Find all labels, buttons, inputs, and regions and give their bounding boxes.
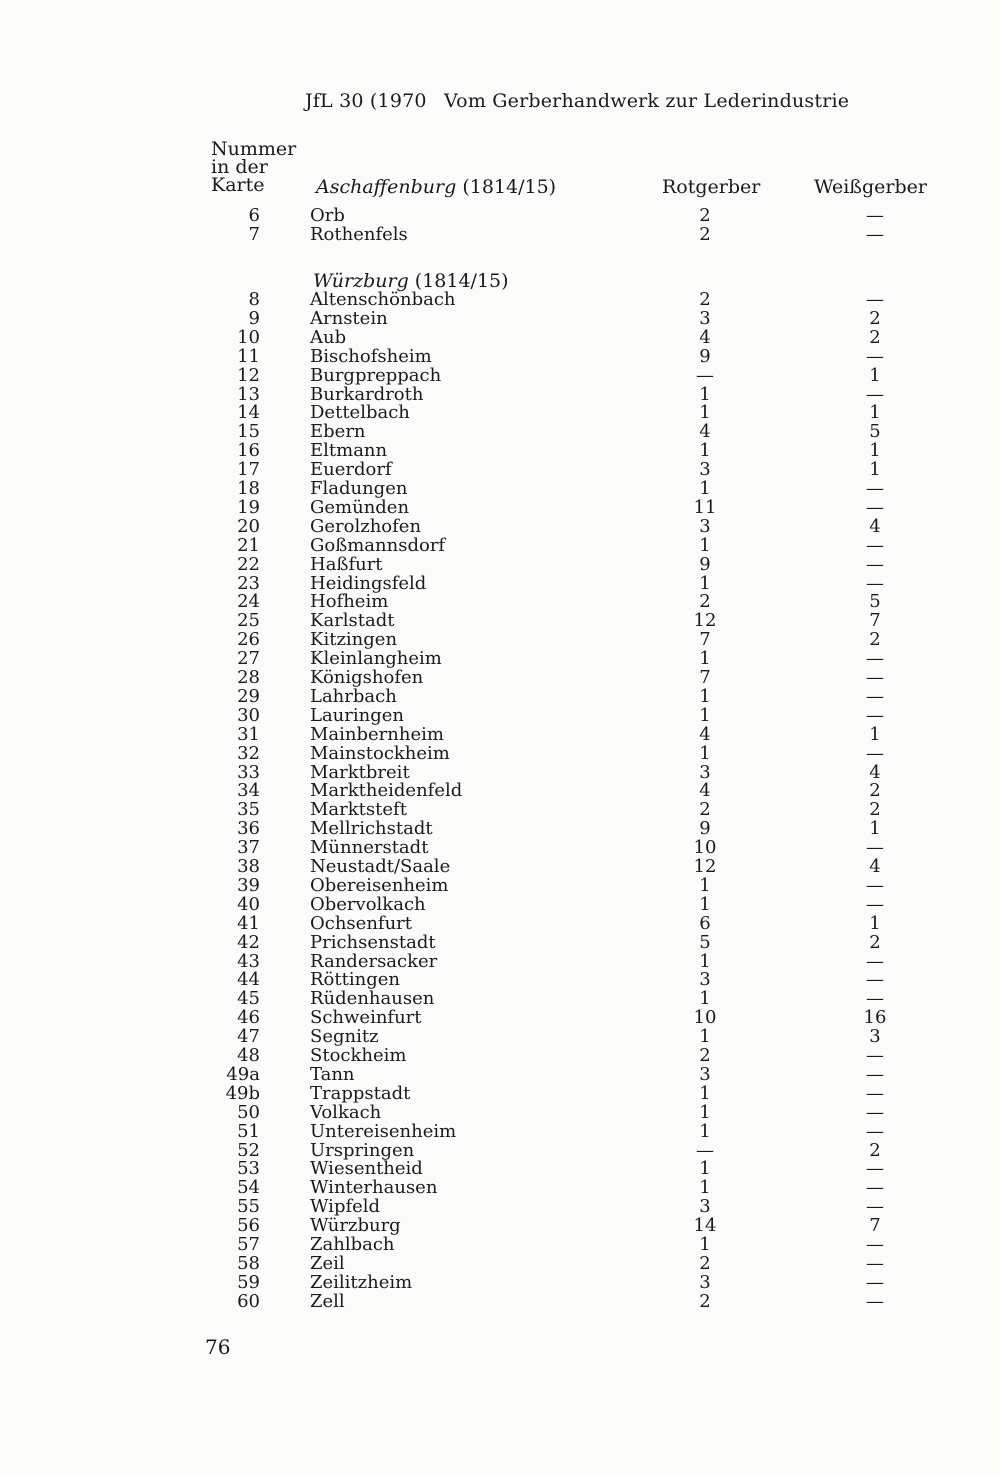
place-name: Euerdorf: [310, 459, 392, 481]
weissgerber-count: —: [866, 478, 884, 499]
table-row: [0, 498, 1000, 517]
table-row: [0, 1178, 1000, 1197]
column-header-number-line3: Karte: [211, 174, 265, 196]
rotgerber-count: 1: [699, 402, 711, 424]
rotgerber-count: 1: [699, 1177, 711, 1199]
place-name: Rüdenhausen: [310, 988, 435, 1010]
weissgerber-count: —: [866, 685, 884, 707]
map-number: 60: [237, 1290, 260, 1312]
table-row: [0, 1197, 1000, 1216]
rotgerber-count: 1: [699, 893, 711, 915]
weissgerber-count: 7: [869, 610, 881, 632]
table-row: [0, 328, 1000, 347]
rotgerber-count: 2: [699, 799, 711, 821]
place-name: Stockheim: [310, 1045, 407, 1066]
weissgerber-count: 2: [869, 629, 881, 651]
weissgerber-count: —: [866, 742, 884, 764]
place-name: Marktbreit: [310, 761, 410, 783]
place-name: Dettelbach: [310, 402, 410, 424]
map-number: 25: [237, 610, 260, 632]
rotgerber-count: 2: [699, 205, 711, 226]
weissgerber-count: 1: [869, 459, 881, 481]
map-number: 13: [237, 383, 260, 405]
place-name: Wiesentheid: [310, 1158, 423, 1180]
map-number: 38: [237, 856, 260, 877]
map-number: 35: [237, 799, 260, 821]
weissgerber-count: —: [866, 553, 884, 575]
place-name: Obereisenheim: [310, 874, 449, 896]
place-name: Urspringen: [310, 1139, 415, 1161]
rotgerber-count: 2: [699, 289, 711, 310]
weissgerber-count: —: [866, 837, 884, 859]
table-row: [0, 1008, 1000, 1027]
table-row: [0, 555, 1000, 574]
place-name: Zahlbach: [310, 1234, 395, 1255]
running-header-title: Vom Gerberhandwerk zur Lederindustrie: [444, 90, 850, 112]
map-number: 19: [237, 496, 260, 518]
rotgerber-count: 6: [699, 912, 711, 934]
rotgerber-count: 5: [699, 931, 711, 953]
weissgerber-count: 5: [869, 421, 881, 443]
map-number: 26: [237, 629, 260, 651]
rotgerber-count: 9: [699, 818, 711, 840]
map-number: 43: [237, 950, 260, 972]
rotgerber-count: 1: [699, 685, 711, 707]
place-name: Zell: [310, 1290, 345, 1312]
weissgerber-count: —: [866, 1196, 884, 1218]
rotgerber-count: 3: [699, 307, 711, 329]
rotgerber-count: 2: [699, 1290, 711, 1312]
table-row: [0, 385, 1000, 404]
weissgerber-count: 2: [869, 1139, 881, 1161]
place-name: Marktsteft: [310, 799, 407, 821]
map-number: 20: [237, 515, 260, 537]
map-number: 23: [237, 572, 260, 594]
place-name: Aub: [310, 326, 347, 348]
place-name: Karlstadt: [310, 610, 395, 632]
place-name: Orb: [310, 205, 345, 226]
map-number: 14: [237, 402, 260, 424]
place-name: Schweinfurt: [310, 1007, 422, 1029]
place-name: Obervolkach: [310, 893, 426, 915]
map-number: 40: [237, 893, 260, 915]
place-name: Altenschönbach: [310, 289, 456, 310]
map-number: 41: [237, 912, 260, 934]
map-number: 18: [237, 478, 260, 499]
place-name: Haßfurt: [310, 553, 383, 575]
weissgerber-count: —: [866, 1234, 884, 1255]
place-name: Mainstockheim: [310, 742, 450, 764]
table-row: [0, 1235, 1000, 1254]
place-name: Prichsenstadt: [310, 931, 436, 953]
table-row: [0, 479, 1000, 498]
table-row: [0, 460, 1000, 479]
weissgerber-count: —: [866, 1158, 884, 1180]
table-row: [0, 1084, 1000, 1103]
weissgerber-count: —: [866, 224, 884, 245]
rotgerber-count: 3: [699, 1271, 711, 1293]
table-row: [0, 876, 1000, 895]
table-row: [0, 744, 1000, 763]
map-number: 11: [237, 345, 260, 367]
map-number: 12: [237, 364, 260, 386]
map-number: 57: [237, 1234, 260, 1255]
weissgerber-count: 1: [869, 364, 881, 386]
table-row: [0, 403, 1000, 422]
weissgerber-count: —: [866, 1082, 884, 1104]
table-row: [0, 574, 1000, 593]
table-row: [0, 800, 1000, 819]
weissgerber-count: —: [866, 1271, 884, 1293]
weissgerber-count: —: [866, 496, 884, 518]
weissgerber-count: 1: [869, 818, 881, 840]
rotgerber-count: 3: [699, 969, 711, 991]
weissgerber-count: —: [866, 1063, 884, 1085]
weissgerber-count: 7: [869, 1215, 881, 1237]
weissgerber-count: —: [866, 534, 884, 556]
table-row: [0, 1027, 1000, 1046]
weissgerber-count: 2: [869, 326, 881, 348]
rotgerber-count: 1: [699, 1120, 711, 1142]
column-header-rotgerber: Rotgerber: [662, 176, 761, 198]
table-row: [0, 1122, 1000, 1141]
rotgerber-count: 1: [699, 1234, 711, 1255]
map-number: 52: [237, 1139, 260, 1161]
place-name: Untereisenheim: [310, 1120, 457, 1142]
place-name: Würzburg: [310, 1215, 401, 1237]
column-header-number-line2: in der: [211, 156, 268, 178]
place-name: Bischofsheim: [310, 345, 432, 367]
rotgerber-count: 1: [699, 988, 711, 1010]
place-name: Gemünden: [310, 496, 410, 518]
weissgerber-count: 4: [869, 515, 881, 537]
weissgerber-count: —: [866, 289, 884, 310]
rotgerber-count: 1: [699, 742, 711, 764]
rotgerber-count: 1: [699, 1158, 711, 1180]
map-number: 34: [237, 780, 260, 802]
map-number: 9: [248, 307, 260, 329]
map-number: 56: [237, 1215, 260, 1237]
map-number: 39: [237, 874, 260, 896]
table-row: [0, 309, 1000, 328]
table-row: [0, 1254, 1000, 1273]
map-number: 51: [237, 1120, 260, 1142]
place-name: Marktheidenfeld: [310, 780, 463, 802]
rotgerber-count: 9: [699, 345, 711, 367]
map-number: 49a: [226, 1063, 260, 1085]
table-row: [0, 914, 1000, 933]
table-row: [0, 1065, 1000, 1084]
table-row: [0, 819, 1000, 838]
map-number: 30: [237, 704, 260, 726]
map-number: 55: [237, 1196, 260, 1218]
table-row: [0, 536, 1000, 555]
place-name: Neustadt/Saale: [310, 856, 451, 877]
rotgerber-count: 12: [693, 610, 717, 632]
map-number: 46: [237, 1007, 260, 1029]
place-name: Ochsenfurt: [310, 912, 413, 934]
map-number: 32: [237, 742, 260, 764]
map-number: 48: [237, 1045, 260, 1066]
table-row: [0, 1216, 1000, 1235]
rotgerber-count: 12: [693, 856, 717, 877]
section-heading-aschaffenburg: [316, 176, 556, 198]
place-name: Hofheim: [310, 591, 389, 613]
map-number: 17: [237, 459, 260, 481]
weissgerber-count: —: [866, 1177, 884, 1199]
table-row: [0, 763, 1000, 782]
place-name: Zeilitzheim: [310, 1271, 413, 1293]
map-number: 50: [237, 1101, 260, 1123]
rotgerber-count: 1: [699, 704, 711, 726]
table-row: [0, 1292, 1000, 1311]
weissgerber-count: 4: [869, 856, 881, 877]
place-name: Zeil: [310, 1252, 345, 1274]
weissgerber-count: —: [866, 572, 884, 594]
place-name: Mellrichstadt: [310, 818, 433, 840]
weissgerber-count: —: [866, 969, 884, 991]
map-number: 22: [237, 553, 260, 575]
rotgerber-count: 1: [699, 1026, 711, 1048]
column-header-number-line1: Nummer: [211, 138, 297, 160]
table-row: [0, 933, 1000, 952]
rotgerber-count: 1: [699, 1101, 711, 1123]
map-number: 15: [237, 421, 260, 443]
table-row: [0, 517, 1000, 536]
weissgerber-count: 1: [869, 912, 881, 934]
table-row: [0, 611, 1000, 630]
place-name: Lauringen: [310, 704, 404, 726]
weissgerber-count: —: [866, 893, 884, 915]
rotgerber-count: 1: [699, 534, 711, 556]
rotgerber-count: 1: [699, 1082, 711, 1104]
weissgerber-count: —: [866, 950, 884, 972]
table-row: [0, 895, 1000, 914]
place-name: Heidingsfeld: [310, 572, 427, 594]
place-name: Fladungen: [310, 478, 408, 499]
running-header-journal: JfL 30 (1970: [305, 90, 427, 112]
rotgerber-count: —: [696, 364, 714, 386]
table-row: [0, 1046, 1000, 1065]
rotgerber-count: 2: [699, 591, 711, 613]
table-row: [0, 725, 1000, 744]
rotgerber-count: 3: [699, 515, 711, 537]
place-name: Volkach: [310, 1101, 382, 1123]
place-name: Burgpreppach: [310, 364, 442, 386]
place-name: Kleinlangheim: [310, 648, 442, 670]
rotgerber-count: 1: [699, 383, 711, 405]
place-name: Segnitz: [310, 1026, 379, 1048]
weissgerber-count: —: [866, 1101, 884, 1123]
weissgerber-count: —: [866, 648, 884, 670]
map-number: 27: [237, 648, 260, 670]
section-year: (1814/15): [414, 270, 509, 292]
weissgerber-count: —: [866, 345, 884, 367]
place-name: Winterhausen: [310, 1177, 438, 1199]
table-row: [0, 857, 1000, 876]
rotgerber-count: 10: [693, 1007, 717, 1029]
map-number: 28: [237, 667, 260, 688]
map-number: 6: [248, 205, 260, 226]
place-name: Ebern: [310, 421, 366, 443]
rotgerber-count: 2: [699, 224, 711, 245]
weissgerber-count: 2: [869, 799, 881, 821]
table-row: [0, 970, 1000, 989]
map-number: 8: [248, 289, 260, 310]
weissgerber-count: 1: [869, 402, 881, 424]
table-row: [0, 687, 1000, 706]
rotgerber-count: 9: [699, 553, 711, 575]
map-number: 53: [237, 1158, 260, 1180]
rotgerber-count: 1: [699, 440, 711, 462]
weissgerber-count: 2: [869, 307, 881, 329]
table-row: [0, 668, 1000, 687]
rotgerber-count: 3: [699, 761, 711, 783]
weissgerber-count: 5: [869, 591, 881, 613]
table-row: [0, 706, 1000, 725]
column-header-weissgerber: Weißgerber: [814, 176, 927, 198]
rotgerber-count: 1: [699, 648, 711, 670]
rotgerber-count: 3: [699, 459, 711, 481]
table-row: [0, 366, 1000, 385]
rotgerber-count: 4: [699, 780, 711, 802]
weissgerber-count: —: [866, 383, 884, 405]
place-name: Münnerstadt: [310, 837, 429, 859]
map-number: 21: [237, 534, 260, 556]
weissgerber-count: —: [866, 1252, 884, 1274]
rotgerber-count: 1: [699, 950, 711, 972]
weissgerber-count: 2: [869, 931, 881, 953]
weissgerber-count: 2: [869, 780, 881, 802]
weissgerber-count: 1: [869, 440, 881, 462]
place-name: Trappstadt: [310, 1082, 411, 1104]
table-row: [0, 1159, 1000, 1178]
weissgerber-count: —: [866, 205, 884, 226]
rotgerber-count: 7: [699, 629, 711, 651]
table-row: [0, 592, 1000, 611]
rotgerber-count: 2: [699, 1045, 711, 1066]
map-number: 54: [237, 1177, 260, 1199]
place-name: Mainbernheim: [310, 723, 444, 745]
rotgerber-count: 1: [699, 478, 711, 499]
table-row: [0, 206, 1000, 225]
table-row: [0, 1273, 1000, 1292]
weissgerber-count: 3: [869, 1026, 881, 1048]
weissgerber-count: —: [866, 874, 884, 896]
place-name: Königshofen: [310, 667, 424, 688]
place-name: Lahrbach: [310, 685, 397, 707]
place-name: Wipfeld: [310, 1196, 381, 1218]
rotgerber-count: —: [696, 1139, 714, 1161]
map-number: 49b: [225, 1082, 260, 1104]
weissgerber-count: 4: [869, 761, 881, 783]
table-row: [0, 838, 1000, 857]
table-row: [0, 649, 1000, 668]
weissgerber-count: —: [866, 988, 884, 1010]
rotgerber-count: 3: [699, 1196, 711, 1218]
map-number: 29: [237, 685, 260, 707]
weissgerber-count: —: [866, 704, 884, 726]
place-name: Röttingen: [310, 969, 400, 991]
map-number: 44: [237, 969, 260, 991]
map-number: 33: [237, 761, 260, 783]
map-number: 45: [237, 988, 260, 1010]
table-row: [0, 347, 1000, 366]
place-name: Tann: [310, 1063, 355, 1085]
map-number: 16: [237, 440, 260, 462]
place-name: Goßmannsdorf: [310, 534, 446, 556]
place-name: Eltmann: [310, 440, 388, 462]
table-row: [0, 1141, 1000, 1160]
table-row: [0, 989, 1000, 1008]
table-row: [0, 290, 1000, 309]
map-number: 58: [237, 1252, 260, 1274]
place-name: Kitzingen: [310, 629, 398, 651]
map-number: 7: [248, 224, 260, 245]
map-number: 47: [237, 1026, 260, 1048]
rotgerber-count: 3: [699, 1063, 711, 1085]
place-name: Rothenfels: [310, 224, 408, 245]
place-name: Arnstein: [310, 307, 388, 329]
place-name: Randersacker: [310, 950, 438, 972]
table-row: [0, 225, 1000, 244]
place-name: Burkardroth: [310, 383, 424, 405]
table-row: [0, 1103, 1000, 1122]
map-number: 59: [237, 1271, 260, 1293]
rotgerber-count: 10: [693, 837, 717, 859]
weissgerber-count: —: [866, 1290, 884, 1312]
weissgerber-count: —: [866, 667, 884, 688]
weissgerber-count: —: [866, 1120, 884, 1142]
table-row: [0, 422, 1000, 441]
place-name: Gerolzhofen: [310, 515, 422, 537]
rotgerber-count: 11: [693, 496, 717, 518]
table-row: [0, 781, 1000, 800]
map-number: 36: [237, 818, 260, 840]
rotgerber-count: 1: [699, 874, 711, 896]
table-row: [0, 630, 1000, 649]
rotgerber-count: 1: [699, 572, 711, 594]
weissgerber-count: 16: [863, 1007, 887, 1029]
table-row: [0, 441, 1000, 460]
rotgerber-count: 7: [699, 667, 711, 688]
weissgerber-count: 1: [869, 723, 881, 745]
table-row: [0, 952, 1000, 971]
weissgerber-count: —: [866, 1045, 884, 1066]
rotgerber-count: 4: [699, 326, 711, 348]
rotgerber-count: 2: [699, 1252, 711, 1274]
page-number: 76: [205, 1335, 231, 1359]
map-number: 24: [237, 591, 260, 613]
rotgerber-count: 4: [699, 723, 711, 745]
rotgerber-count: 14: [693, 1215, 717, 1237]
map-number: 31: [237, 723, 260, 745]
map-number: 37: [237, 837, 260, 859]
map-number: 42: [237, 931, 260, 953]
section-name: Aschaffenburg: [316, 176, 457, 198]
section-year: (1814/15): [462, 176, 557, 198]
rotgerber-count: 4: [699, 421, 711, 443]
map-number: 10: [237, 326, 260, 348]
section-name: Würzburg: [313, 270, 409, 292]
